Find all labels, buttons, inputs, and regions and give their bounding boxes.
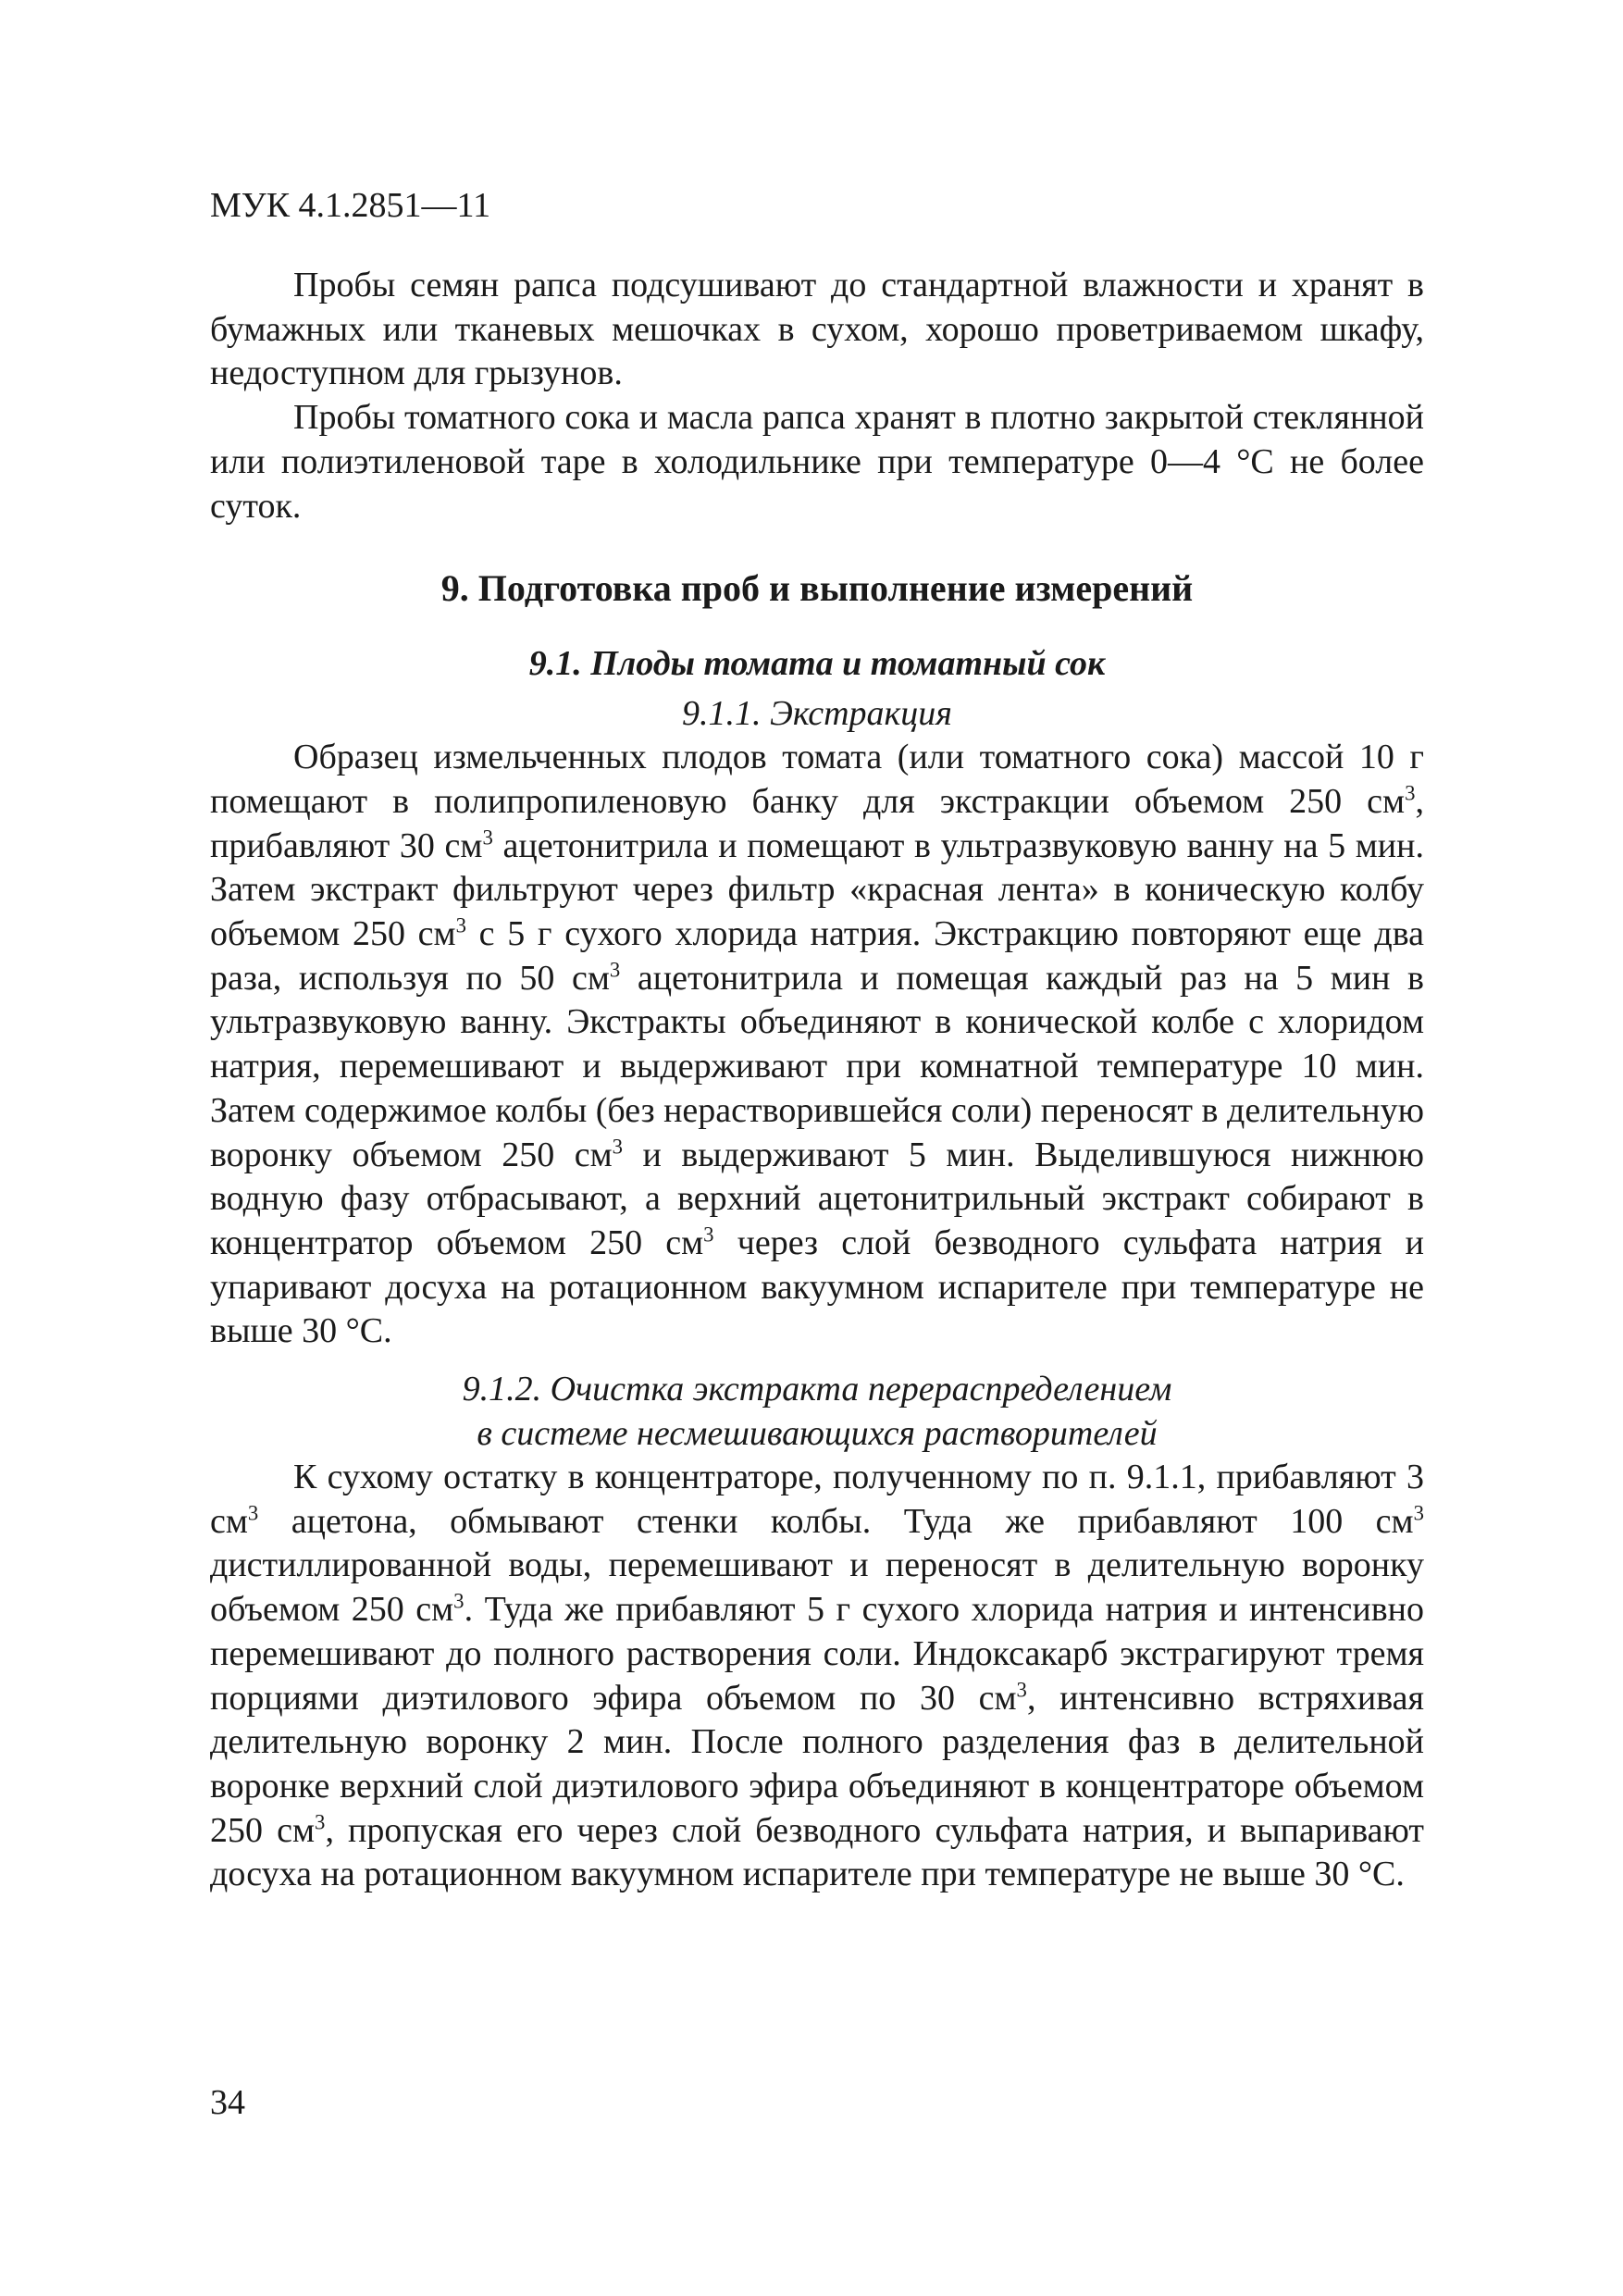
- subsection-title: 9.1. Плоды томата и томатный сок: [528, 644, 1106, 684]
- superscript: 3: [703, 1222, 714, 1247]
- paragraph-cleanup: К сухому остатку в концентраторе, полученному по п. 9.1.1, прибавляют 3 $см^3$ ацетона, обмывают стенки колбы. Туда же прибавляют 100 $см^3$ дистиллированной воды, перемешивают и переносят в делительную воронку объемом 250 $см^3$. Туда же прибавляют 5 г сухого хлорида натрия и интенсивно перемешивают до полного растворения соли. Индоксакарб экстрагируют тремя порциями диэтилового эфира объемом по 30 $см^3$, интенсивно встряхивая делительную воронку 2 мин. После полного разделения фаз в делительной воронке верхний слой диэтилового эфира объединяют в концентраторе объемом 250 $см^3$, пропуская его через слой безводного сульфата натрия, и выпаривают досуха на ротационном вакуумном испарителе при температуре не выше 30 °С.: [210, 1458, 1424, 1894]
- superscript: 3: [315, 1810, 326, 1834]
- superscript: 3: [612, 1134, 624, 1158]
- document-code: МУК 4.1.2851—11: [210, 186, 491, 225]
- paragraph-seed-storage: Пробы семян рапса подсушивают до стандартной влажности и хранят в бумажных или тканевых мешочках в сухом, хорошо проветриваемом шкафу, недоступном для грызунов.: [210, 266, 1424, 393]
- superscript: 3: [247, 1501, 259, 1525]
- superscript: 3: [1405, 781, 1416, 805]
- superscript: 3: [453, 1589, 465, 1613]
- paragraph-juice-storage: Пробы томатного сока и масла рапса хранят в плотно закрытой стеклянной или полиэтиленовой таре в холодильнике при температуре 0—4 °С не более суток.: [210, 398, 1424, 526]
- superscript: 3: [482, 825, 493, 849]
- page-number: 34: [210, 2083, 245, 2122]
- superscript: 3: [609, 958, 621, 982]
- superscript: 3: [455, 913, 466, 937]
- superscript: 3: [1016, 1677, 1027, 1701]
- superscript: 3: [1413, 1501, 1424, 1525]
- step-cleanup-title: 9.1.2. Очистка экстракта перераспределением в системе несмешивающихся растворителей: [462, 1370, 1172, 1454]
- paragraph-extraction: Образец измельченных плодов томата (или томатного сока) массой 10 г помещают в полипропиленовую банку для экстракции объемом 250 $см^3$, прибавляют 30 $см^3$ ацетонитрила и помещают в ультразвуковую ванну на 5 мин. Затем экстракт фильтруют через фильтр «красная лента» в коническую колбу объемом 250 $см^3$ с 5 г сухого хлорида натрия. Экстракцию повторяют еще два раза, используя по 50 $см^3$ ацетонитрила и помещая каждый раз на 5 мин в ультразвуковую ванну. Экстракты объединяют в конической колбе с хлоридом натрия, перемешивают и выдерживают при комнатной температуре 10 мин. Затем содержимое колбы (без нерастворившейся соли) переносят в делительную воронку объемом 250 $см^3$ и выдерживают 5 мин. Выделившуюся нижнюю водную фазу отбрасывают, а верхний ацетонитрильный экстракт собирают в концентратор объемом 250 $см^3$ через слой безводного сульфата натрия и упаривают досуха на ротационном вакуумном испарителе при температуре не выше 30 °С.: [210, 738, 1424, 1351]
- step-extraction-title: 9.1.1. Экстракция: [682, 694, 952, 734]
- page-content: [210, 264, 1424, 1897]
- section-title: 9. Подготовка проб и выполнение измерений: [440, 567, 1194, 610]
